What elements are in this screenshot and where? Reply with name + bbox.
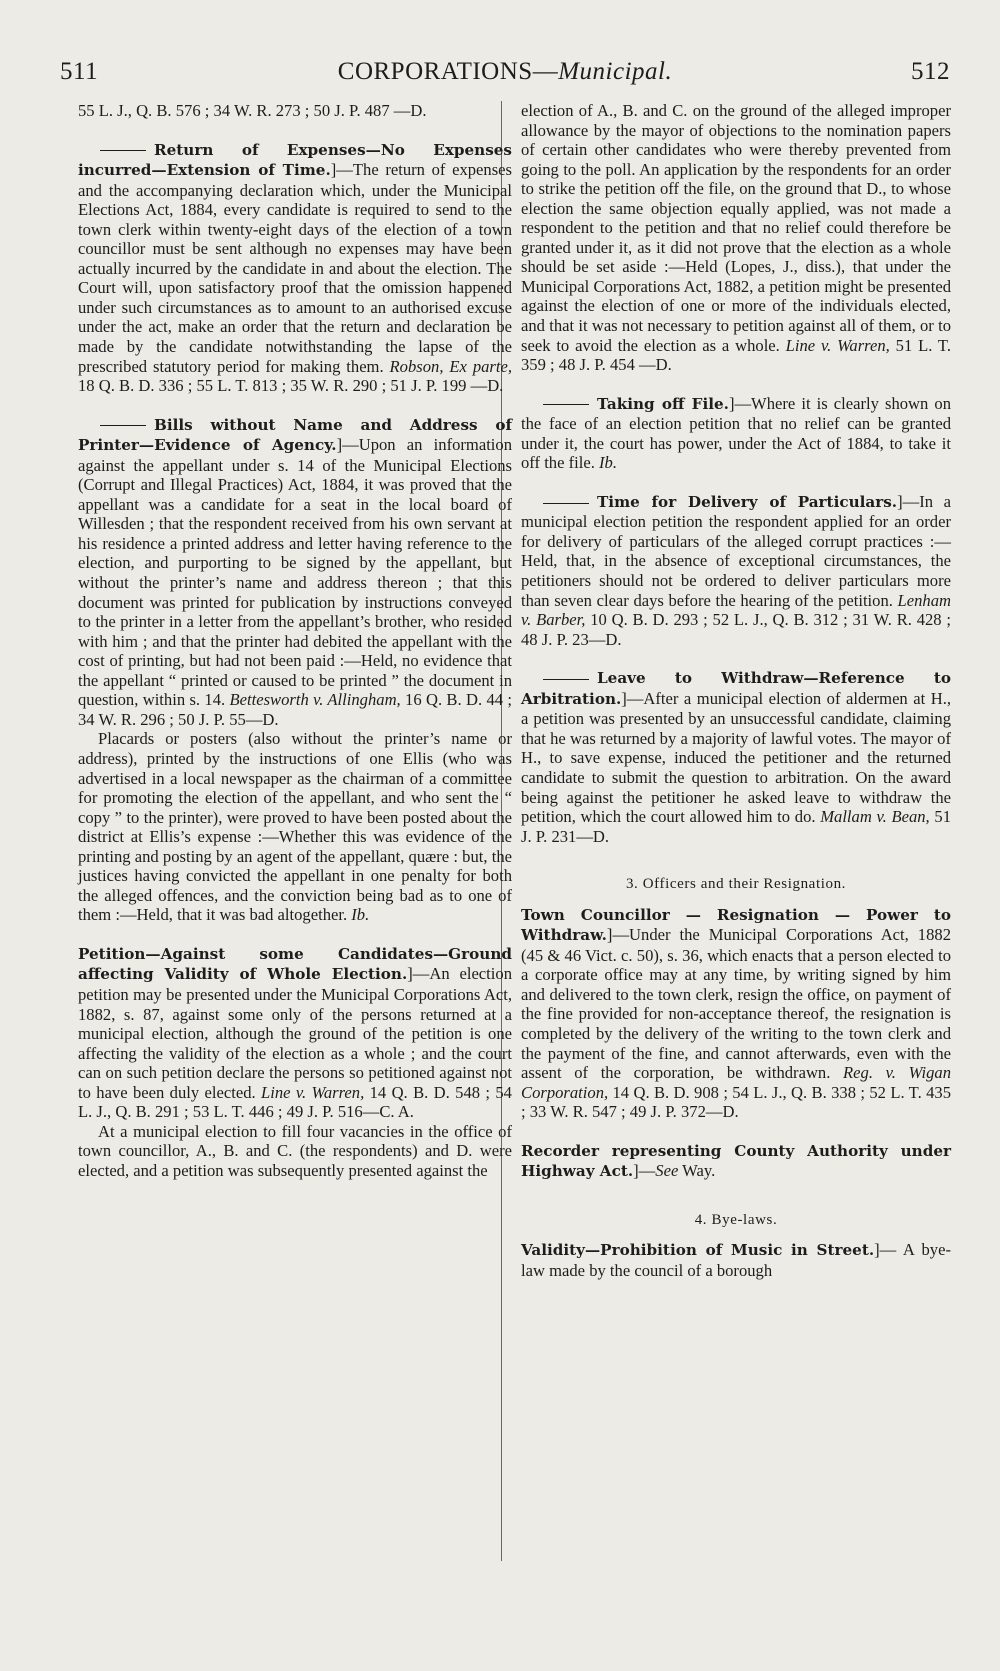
entry-body: ]—An election petition may be presented under the Municipal Corporations Act, 1882, s. 87, against some only of the persons returned at a municipal election, although the ground of the petition is one affecting the validity of the election as a whole ; and the court can on such petition declare the persons so petitioned against not to have been duly elected. (78, 964, 512, 1102)
page-number-left: 511 (60, 58, 99, 85)
entry-heading: Town Councillor — Resignation — Power to Withdraw. (521, 905, 951, 945)
entry-dash (100, 150, 146, 151)
entry-dash (543, 503, 589, 504)
left-column (78, 101, 512, 1180)
entry-body: ]— A bye-law made by the council of a borough (521, 1240, 951, 1280)
section-heading-bye-laws: 4. Bye-laws. (694, 1211, 778, 1228)
citation-continuation: 55 L. J., Q. B. 576 ; 34 W. R. 273 ; 50 J. P. 487 —D. (78, 101, 427, 120)
case-citation: 51 L. T. 359 ; 48 J. P. 454 —D. (521, 335, 951, 375)
running-title (60, 58, 950, 86)
running-title-main: CORPORATIONS— (337, 58, 559, 85)
entry-body: ]— (633, 1161, 656, 1181)
entry-petition-against-some (78, 944, 512, 1122)
page-number-right: 512 (911, 58, 950, 85)
section-heading-officers: 3. Officers and their Resignation. (625, 876, 847, 893)
entry-taking-off-file (521, 394, 951, 473)
case-name: Ib. (599, 453, 618, 473)
entry-return-of-expenses (78, 140, 512, 396)
case-citation: 14 Q. B. D. 548 ; 54 L. J., Q. B. 291 ; 53 L. T. 446 ; 49 J. P. 516—C. A. (78, 1082, 512, 1122)
case-citation: 18 Q. B. D. 336 ; 55 L. T. 813 ; 35 W. R. 290 ; 51 J. P. 199 —D. (78, 376, 504, 396)
entry-heading: Time for Delivery of Particulars. (597, 492, 898, 511)
entry-heading: Petition—Against some Candidates—Ground affecting Validity of Whole Election. (78, 944, 512, 984)
entry-dash (543, 679, 589, 680)
entry-heading: Recorder representing County Authority under Highway Act. (521, 1141, 951, 1181)
case-citation: 51 J. P. 231—D. (521, 807, 951, 846)
case-name: Reg. v. Wigan Corporation, (521, 1063, 952, 1102)
entry-heading: Leave to Withdraw—Reference to Arbitration. (521, 669, 951, 708)
case-name: Line v. Warren, (261, 1082, 365, 1102)
entry-leave-to-withdraw (521, 668, 951, 846)
entry-four-vacancies: At a municipal election to fill four vacancies in the office of town councillor, A., B. and C. (the respondents) and D. were elected, and a petition was subsequently presented against the (78, 1121, 512, 1180)
running-title-italic: Municipal. (558, 58, 673, 85)
see-reference: See (655, 1161, 679, 1181)
case-citation: 14 Q. B. D. 908 ; 54 L. J., Q. B. 338 ; 52 L. T. 435 ; 33 W. R. 547 ; 49 J. P. 372—D. (521, 1082, 951, 1122)
entry-heading: Return of Expenses—No Expenses incurred—Extension of Time. (78, 140, 512, 180)
running-header (60, 58, 950, 92)
entry-time-for-delivery (521, 492, 951, 649)
entry-validity (521, 1240, 951, 1280)
entry-body: ]—The return of expenses and the accompanying declaration which, under the Municipal Elections Act, 1884, every candidate is required to send to the town clerk within twenty-eight days of the election of a town councillor must be sent although no expenses may have been actually incurred by the candidate in and about the election. The Court will, upon satisfactory proof that the omission happened under such circumstances as to amount to an authorised excuse under the act, make an order that the return and declaration be made by the candidate notwithstanding the lapse of the prescribed statutory period for making them. (78, 160, 512, 376)
entry-heading: Validity—Prohibition of Music in Street. (521, 1241, 875, 1260)
case-name: Bettesworth v. Allingham, (229, 690, 401, 710)
entry-town-councillor (521, 905, 951, 1122)
entry-heading: Taking off File. (597, 394, 729, 413)
entry-heading: Bills without Name and Address of Printer—Evidence of Agency. (78, 415, 512, 455)
entry-body: Placards or posters (also without the printer’s name or address), printed by the instructions of one Ellis (who was advertised in a local newspaper as the chairman of a committee for promoting the election of the appellant, and who sent the “ copy ” to the printer), were proved to have been posted about the district at Ellis’s expense :—Whether this was evidence of the printing and posting by an agent of the appellant, quære : but, the justices having convicted the appellant in one penalty for both the alleged offences, and the conviction being bad as to one of them :—Held, that it was bad altogether. (78, 729, 512, 925)
entry-bills-without-name (78, 415, 512, 730)
entry-continuation (521, 101, 951, 375)
case-name: Line v. Warren, (785, 335, 890, 355)
case-name: Lenham v. Barber, (521, 590, 951, 630)
cross-reference: Way. (678, 1161, 716, 1181)
entry-dash (100, 425, 146, 426)
entry-placards (78, 729, 512, 924)
entry-recorder (521, 1141, 951, 1182)
case-citation: 16 Q. B. D. 44 ; 34 W. R. 296 ; 50 J. P. 55—D. (78, 690, 512, 729)
entry-body: election of A., B. and C. on the ground of the alleged improper allowance by the mayor of objections to the nomination papers of certain other candidates who were thereby prevented from going to the poll. An application by the respondents for an order to strike the petition off the file, on the ground that D., to whose election the same objection equally applied, was not made a respondent to the petition and that no relief could therefore be granted under it, as it did not prove that the election as a whole should be set aside :—Held (Lopes, J., diss.), that under the Municipal Corporations Act, 1882, a petition might be presented against the election of one or more of the individuals elected, and that it was not necessary to petition against all of them, or to seek to avoid the election as a whole. (521, 101, 951, 355)
right-column (521, 101, 951, 1280)
entry-body: ]—In a municipal election petition the respondent applied for an order for delivery of particulars of the alleged corrupt practices :—Held, that, in the absence of exceptional circumstances, the petitioners should not be ordered to deliver particulars more than seven clear days before the hearing of the petition. (521, 491, 951, 610)
case-name: Robson, Ex parte, (389, 356, 512, 376)
entry-body: ]—Under the Municipal Corporations Act, 1882 (45 & 46 Vict. c. 50), s. 36, which enacts that a person elected to a corporate office may at any time, by writing signed by him and delivered to the town clerk, resign the office, on payment of the fine provided for non-acceptance thereof, the resignation is completed by the delivery of the writing to the town clerk and the payment of the fine, and cannot afterwards, even with the assent of the corporation, be withdrawn. (521, 925, 951, 1083)
case-name: Ib. (351, 905, 370, 925)
entry-body: ]—After a municipal election of aldermen at H., a petition was presented by an unsuccessful candidate, claiming that he was returned by a majority of lawful votes. The mayor of H., to save expense, induced the petitioner and the returned candidate to submit the question to arbitration. On the award being against the petitioner he asked leave to withdraw the petition, which the court allowed him to do. (521, 688, 951, 827)
case-name: Mallam v. Bean, (820, 807, 930, 827)
entry-body: ]—Where it is clearly shown on the face of an election petition that no relief can be granted under it, the court has power, under the Act of 1884, to take it off the file. (521, 393, 951, 473)
entry-body: ]—Upon an information against the appellant under s. 14 of the Municipal Elections (Corrupt and Illegal Practices) Act, 1884, it was proved that the appellant was a candidate for a seat in the local board of Willesden ; that the respondent received from his own servant at his residence a printed address and letter having reference to the election, and purporting to be signed by the appellant, but without the printer’s name and address thereon ; that this document was printed for publication by instructions conveyed to the printer in a letter from the appellant’s brother, who resided with him ; and that the printer had debited the appellant with the cost of printing, but had not been paid :—Held, no evidence that the appellant “ printed or caused to be printed ” the document in question, within s. 14. (78, 435, 513, 710)
entry-dash (543, 404, 589, 405)
case-citation: 10 Q. B. D. 293 ; 52 L. J., Q. B. 312 ; 31 W. R. 428 ; 48 J. P. 23—D. (521, 610, 952, 649)
